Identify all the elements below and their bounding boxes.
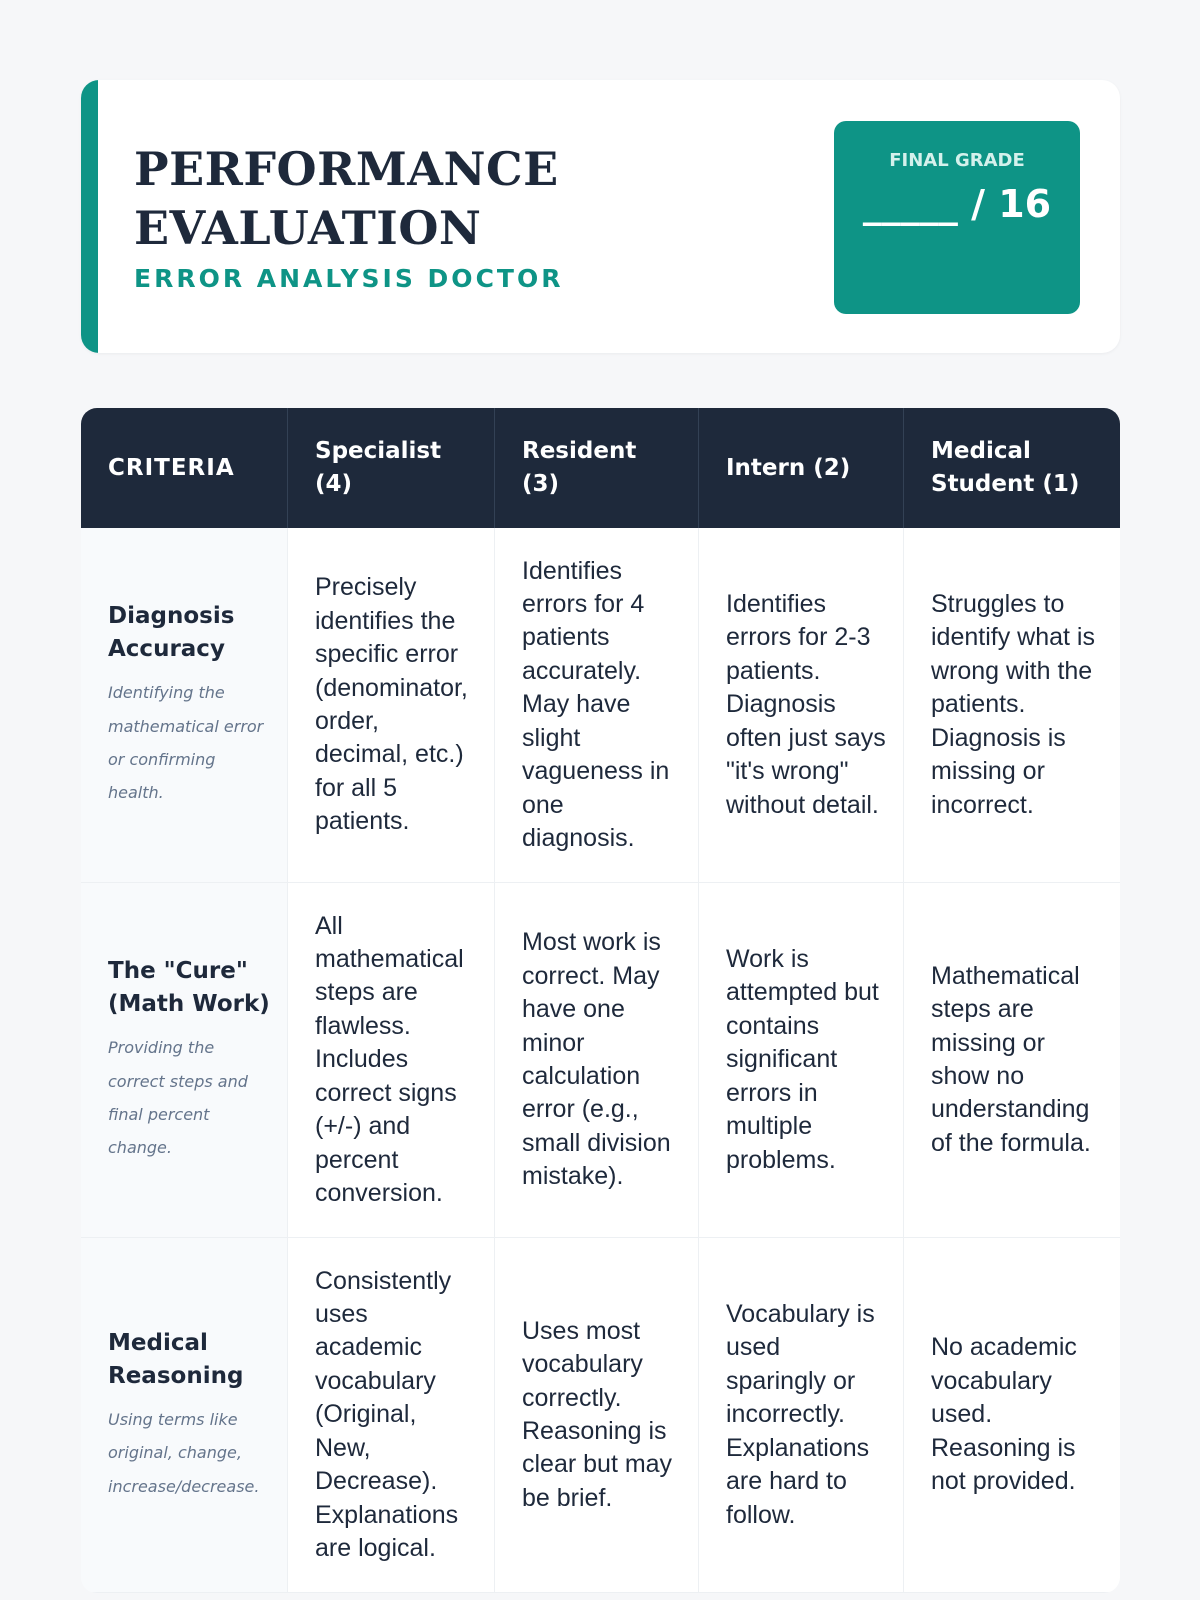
title-block <box>134 140 694 293</box>
page-title <box>134 140 694 258</box>
accent-bar <box>81 80 98 353</box>
criteria-cell <box>81 528 288 883</box>
column-header-criteria: CRITERIA <box>81 408 288 528</box>
rubric-header-row <box>81 408 1120 528</box>
criteria-cell <box>81 1238 288 1593</box>
page-title-line1: PERFORMANCE <box>134 142 559 196</box>
rubric-cell-resident: Uses most vocabulary correctly. Reasoning is clear but may be brief. <box>495 1238 699 1593</box>
rubric-cell-specialist: Consistently uses academic vocabulary (Original, New, Decrease). Explanations are logical. <box>288 1238 495 1593</box>
rubric-cell-specialist: Precisely identifies the specific error (denominator, order, decimal, etc.) for all 5 patients. <box>288 528 495 883</box>
rubric-cell-resident: Identifies errors for 4 patients accurately. May have slight vagueness in one diagnosis. <box>495 528 699 883</box>
column-header-specialist: Specialist (4) <box>288 408 495 528</box>
rubric-cell-resident: Most work is correct. May have one minor calculation error (e.g., small division mistake). <box>495 883 699 1238</box>
rubric-cell-intern: Identifies errors for 2-3 patients. Diagnosis often just says "it's wrong" without detail. <box>699 528 904 883</box>
criteria-description: Identifying the mathematical error or confirming health. <box>108 683 264 803</box>
table-row <box>81 528 1120 883</box>
rubric-table <box>81 408 1120 1593</box>
rubric-cell-medical-student: Struggles to identify what is wrong with the patients. Diagnosis is missing or incorrect. <box>904 528 1120 883</box>
table-row <box>81 883 1120 1238</box>
rubric-cell-specialist: All mathematical steps are flawless. Includes correct signs (+/-) and percent conversion. <box>288 883 495 1238</box>
column-header-medical-student: Medical Student (1) <box>904 408 1120 528</box>
rubric-cell-medical-student: Mathematical steps are missing or show no understanding of the formula. <box>904 883 1120 1238</box>
criteria-name: Diagnosis Accuracy <box>108 603 235 663</box>
header-card <box>81 80 1120 353</box>
rubric-cell-intern: Work is attempted but contains significant errors in multiple problems. <box>699 883 904 1238</box>
final-grade-box <box>834 121 1080 314</box>
page-title-line2: EVALUATION <box>134 201 482 255</box>
column-header-resident: Resident (3) <box>495 408 699 528</box>
criteria-name: Medical Reasoning <box>108 1329 244 1389</box>
page-subtitle: ERROR ANALYSIS DOCTOR <box>134 264 564 293</box>
criteria-cell <box>81 883 288 1238</box>
final-grade-label: FINAL GRADE <box>889 150 1025 171</box>
column-header-intern: Intern (2) <box>699 408 904 528</box>
criteria-description: Providing the correct steps and final percent change. <box>108 1038 248 1158</box>
final-grade-value: _____ / 16 <box>862 182 1052 226</box>
criteria-name: The "Cure" (Math Work) <box>108 958 270 1018</box>
criteria-description: Using terms like original, change, increase/decrease. <box>108 1409 260 1496</box>
rubric-cell-intern: Vocabulary is used sparingly or incorrectly. Explanations are hard to follow. <box>699 1238 904 1593</box>
rubric-cell-medical-student: No academic vocabulary used. Reasoning is not provided. <box>904 1238 1120 1593</box>
table-row <box>81 1238 1120 1593</box>
